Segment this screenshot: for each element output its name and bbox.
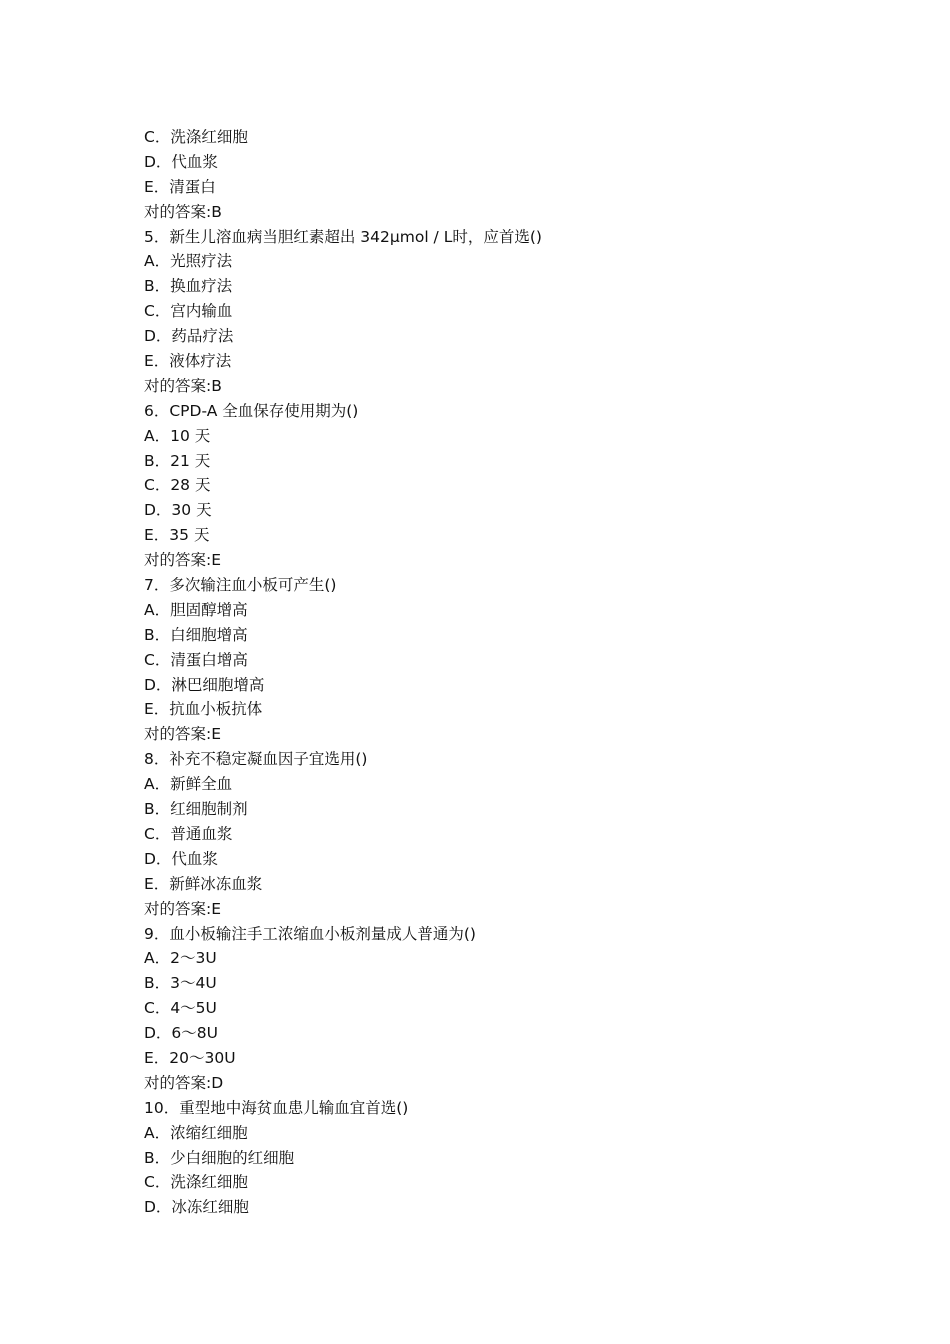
option-line: D．冰冻红细胞 bbox=[144, 1198, 249, 1217]
option-line: B．换血疗法 bbox=[144, 277, 233, 296]
option-line: C．宫内输血 bbox=[144, 302, 233, 321]
option-line: E．新鲜冰冻血浆 bbox=[144, 874, 263, 893]
question-line: 10．重型地中海贫血患儿输血宜首选() bbox=[144, 1098, 409, 1117]
question-line: 8．补充不稳定凝血因子宜选用() bbox=[144, 750, 368, 769]
option-line: D．代血浆 bbox=[144, 849, 218, 868]
answer-line: 对的答案:E bbox=[144, 551, 222, 570]
question-line: 9．血小板输注手工浓缩血小板剂量成人普通为() bbox=[144, 924, 476, 943]
option-line: C．洗涤红细胞 bbox=[144, 128, 248, 146]
option-line: A．10 天 bbox=[144, 426, 211, 445]
answer-line: 对的答案:B bbox=[144, 202, 222, 221]
option-line: E．抗血小板抗体 bbox=[144, 700, 263, 719]
option-line: A．光照疗法 bbox=[144, 252, 233, 271]
question-line: 6．CPD-A 全血保存使用期为() bbox=[144, 401, 359, 420]
option-line: E．35 天 bbox=[144, 526, 210, 545]
option-line: B．红细胞制剂 bbox=[144, 800, 248, 819]
answer-line: 对的答案:E bbox=[144, 725, 222, 744]
option-line: B．少白细胞的红细胞 bbox=[144, 1148, 295, 1167]
option-line: C．清蛋白增高 bbox=[144, 650, 248, 669]
document-page bbox=[144, 125, 844, 1220]
option-line: A．2～3U bbox=[144, 949, 217, 968]
option-line: D．淋巴细胞增高 bbox=[144, 675, 265, 694]
option-line: D．30 天 bbox=[144, 501, 212, 520]
answer-line: 对的答案:B bbox=[144, 376, 222, 395]
option-line: B．白细胞增高 bbox=[144, 625, 248, 644]
answer-line: 对的答案:D bbox=[144, 1073, 224, 1092]
option-line: A．浓缩红细胞 bbox=[144, 1123, 248, 1142]
option-line: C．28 天 bbox=[144, 476, 211, 495]
option-line: B．3～4U bbox=[144, 974, 217, 993]
question-line: 5．新生儿溶血病当胆红素超出 342μmol / L时，应首选() bbox=[144, 227, 542, 246]
option-line: E．清蛋白 bbox=[144, 177, 216, 196]
option-line: C．洗涤红细胞 bbox=[144, 1173, 248, 1192]
option-line: C．4～5U bbox=[144, 999, 217, 1018]
question-line: 7．多次输注血小板可产生() bbox=[144, 576, 337, 595]
option-line: B．21 天 bbox=[144, 451, 211, 470]
option-line: E．液体疗法 bbox=[144, 352, 232, 371]
option-line: A．新鲜全血 bbox=[144, 775, 233, 794]
answer-line: 对的答案:E bbox=[144, 899, 222, 918]
option-line: D．药品疗法 bbox=[144, 327, 234, 346]
option-line: E．20～30U bbox=[144, 1048, 236, 1067]
option-line: C．普通血浆 bbox=[144, 824, 233, 843]
option-line: D．6～8U bbox=[144, 1024, 219, 1043]
option-line: D．代血浆 bbox=[144, 152, 218, 171]
option-line: A．胆固醇增高 bbox=[144, 600, 248, 619]
